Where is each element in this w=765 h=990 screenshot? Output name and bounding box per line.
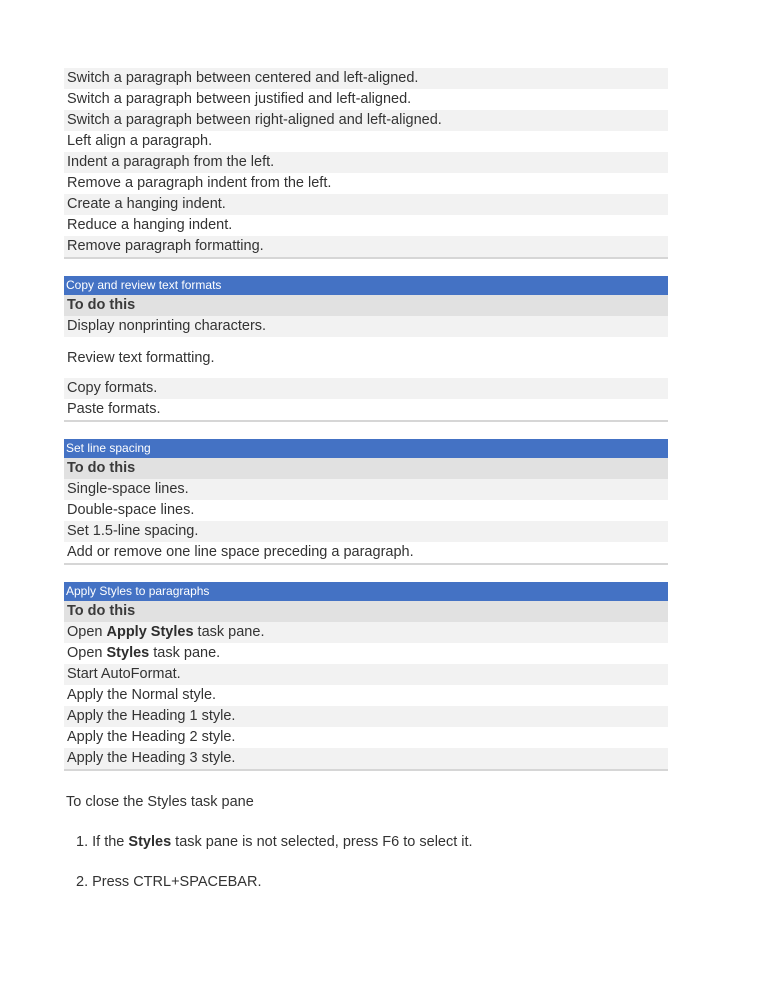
table-row: Display nonprinting characters. [64,316,668,337]
step-text: task pane is not selected, press F6 to select it. [171,834,473,850]
table-row: Left align a paragraph. [64,131,668,152]
row-text: Open [67,645,107,661]
row-text: Start AutoFormat. [67,666,181,682]
step-text-bold: Styles [128,834,172,850]
row-text-bold: Styles [106,645,150,661]
section-header: Set line spacing [64,439,668,458]
table-row: Create a hanging indent. [64,194,668,215]
table-row: Switch a paragraph between centered and left-aligned. [64,68,668,89]
table-row: Single-space lines. [64,479,668,500]
table-row: Copy formats. [64,378,668,399]
document-page [64,68,668,771]
procedure-step [76,874,261,890]
table-row [64,727,668,748]
row-text: Open [67,624,107,640]
section-header: Copy and review text formats [64,276,668,295]
table-row [64,685,668,706]
table-row: Indent a paragraph from the left. [64,152,668,173]
row-text: task pane. [149,645,221,661]
row-text: Apply the Heading 3 style. [67,750,236,766]
table-row: Review text formatting. [64,337,668,368]
section-header: Apply Styles to paragraphs [64,582,668,601]
table-row [64,664,668,685]
spacer [64,565,668,582]
procedure-step [76,834,473,850]
row-text: Apply the Heading 2 style. [67,729,236,745]
table-row [64,643,668,664]
step-text: 2. Press CTRL+SPACEBAR. [76,874,262,890]
table-row: Add or remove one line space preceding a paragraph. [64,542,668,565]
table-row: Remove paragraph formatting. [64,236,668,259]
spacer [64,259,668,276]
spacer [64,422,668,439]
table-row [64,706,668,727]
table-row: Paste formats. [64,399,668,422]
table-row: Reduce a hanging indent. [64,215,668,236]
table-row [64,748,668,771]
procedure-title: To close the Styles task pane [66,794,254,810]
column-header: To do this [64,458,668,479]
column-header: To do this [64,601,668,622]
row-text-bold: Apply Styles [106,624,194,640]
row-text: Apply the Heading 1 style. [67,708,236,724]
paragraph-alignment-table [64,68,668,259]
line-spacing-table [64,439,668,565]
apply-styles-table [64,582,668,771]
column-header: To do this [64,295,668,316]
table-row: Switch a paragraph between right-aligned and left-aligned. [64,110,668,131]
step-text: 1. If the [76,834,129,850]
table-row: Remove a paragraph indent from the left. [64,173,668,194]
copy-review-table [64,276,668,422]
row-text: Apply the Normal style. [67,687,217,703]
table-row: Switch a paragraph between justified and left-aligned. [64,89,668,110]
table-row: Double-space lines. [64,500,668,521]
table-row: Set 1.5-line spacing. [64,521,668,542]
table-row [64,622,668,643]
row-text: task pane. [193,624,265,640]
